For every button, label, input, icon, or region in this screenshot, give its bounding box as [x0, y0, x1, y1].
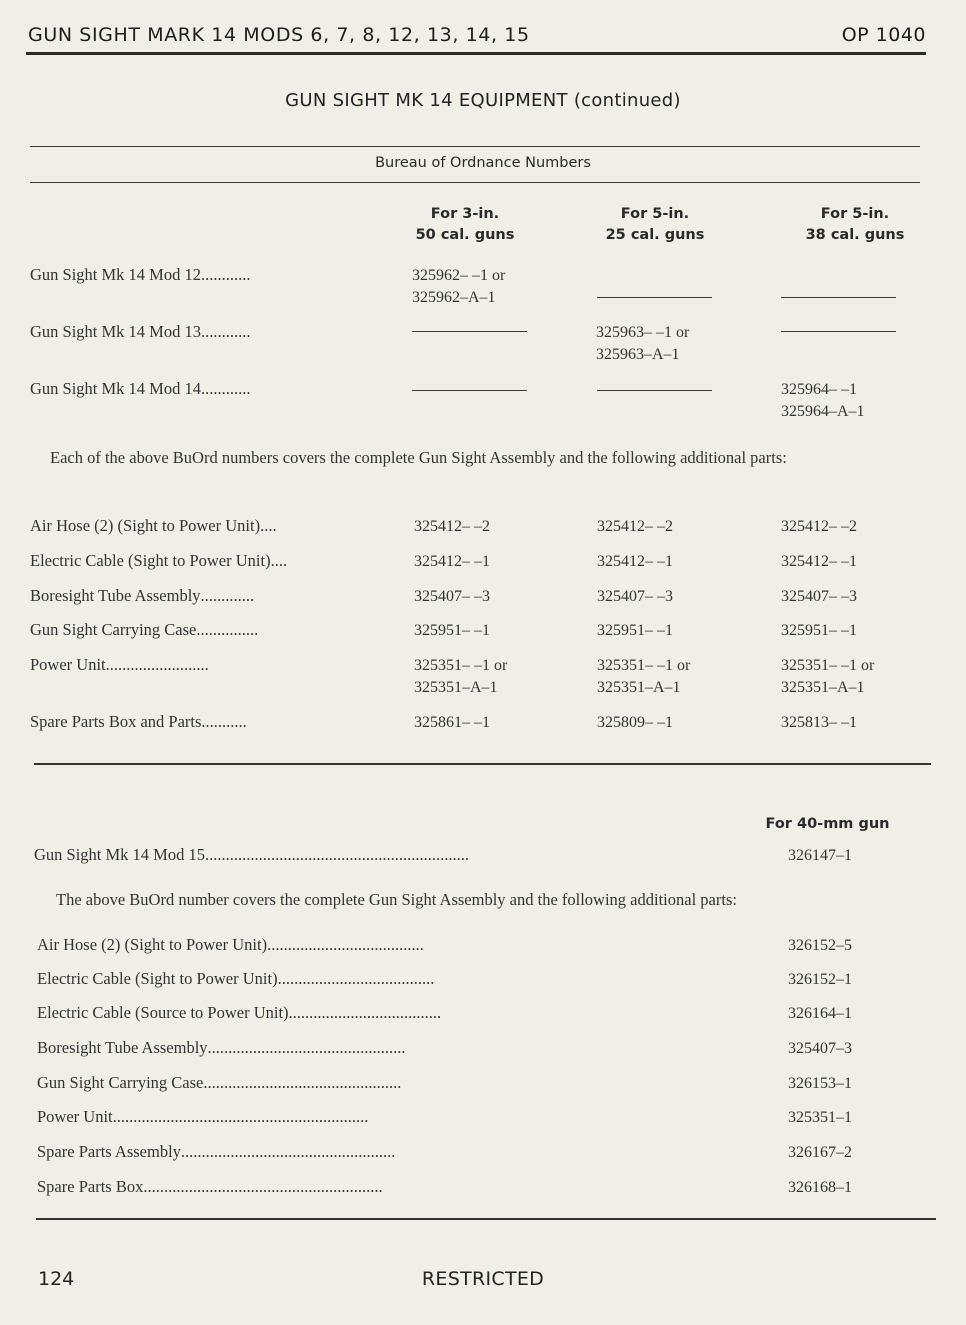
table-row-label: Gun Sight Carrying Case............... — [30, 620, 259, 639]
table-cell: 325412– –1 — [414, 553, 490, 570]
column-header-5in-25: For 5-in. 25 cal. guns — [605, 206, 705, 243]
empty-cell-dash — [412, 390, 527, 391]
table-cell: 325351–1 — [788, 1109, 852, 1126]
column-header-5in-38: For 5-in. 38 cal. guns — [805, 206, 905, 243]
table-row-label: Gun Sight Mk 14 Mod 15................................................................ — [34, 845, 469, 864]
table-row-label: Gun Sight Mk 14 Mod 12............ — [30, 265, 251, 284]
table-row-label: Gun Sight Carrying Case................................................ — [37, 1073, 402, 1092]
empty-cell-dash — [597, 297, 712, 298]
table-cell: 326147–1 — [788, 847, 852, 864]
table-cell: 325412– –1 — [781, 553, 857, 570]
table-cell: 325407– –3 — [597, 588, 673, 605]
table-cell: 325412– –2 — [597, 518, 673, 535]
table-cell: 325407– –3 — [414, 588, 490, 605]
table-row-label: Spare Parts Box.......................................................... — [37, 1177, 383, 1196]
table-cell: 325412– –2 — [781, 518, 857, 535]
section-title: GUN SIGHT MK 14 EQUIPMENT (continued) — [285, 90, 681, 111]
table-cell: 325351– –1 or 325351–A–1 — [597, 657, 691, 696]
table-cell: 325407– –3 — [781, 588, 857, 605]
table-cell: 325407–3 — [788, 1040, 852, 1057]
note-paragraph: Each of the above BuOrd numbers covers the complete Gun Sight Assembly and the following additional parts: — [50, 448, 787, 467]
running-header-title: GUN SIGHT MARK 14 MODS 6, 7, 8, 12, 13, 14, 15 — [28, 24, 530, 46]
table-cell: 325351– –1 or 325351–A–1 — [781, 657, 875, 696]
running-header-doc-code: OP 1040 — [841, 24, 926, 46]
table-row-label: Electric Cable (Source to Power Unit)..................................... — [37, 1003, 442, 1022]
page-number: 124 — [38, 1268, 75, 1290]
classification-marking: RESTRICTED — [421, 1268, 545, 1290]
table-row-label: Air Hose (2) (Sight to Power Unit).... — [30, 516, 277, 535]
table-row-label: Spare Parts Box and Parts........... — [30, 712, 247, 731]
table-cell: 326168–1 — [788, 1179, 852, 1196]
table-heading: Bureau of Ordnance Numbers — [375, 155, 591, 171]
table-cell: 325412– –2 — [414, 518, 490, 535]
empty-cell-dash — [597, 390, 712, 391]
table-row-label: Gun Sight Mk 14 Mod 13............ — [30, 322, 251, 341]
empty-cell-dash — [781, 331, 896, 332]
table-cell: 326152–1 — [788, 971, 852, 988]
table-top-rule — [30, 146, 920, 147]
table-heading-rule — [30, 182, 920, 183]
table-cell: 325813– –1 — [781, 714, 857, 731]
table-cell: 325963– –1 or 325963–A–1 — [596, 324, 690, 363]
table-cell: 325412– –1 — [597, 553, 673, 570]
table-cell: 325861– –1 — [414, 714, 490, 731]
table-row-label: Air Hose (2) (Sight to Power Unit)...................................... — [37, 935, 424, 954]
empty-cell-dash — [412, 331, 527, 332]
table-row-label: Spare Parts Assembly.................................................... — [37, 1142, 396, 1161]
table-cell: 325809– –1 — [597, 714, 673, 731]
header-rule — [26, 52, 926, 55]
table-cell: 325951– –1 — [781, 622, 857, 639]
table-row-label: Gun Sight Mk 14 Mod 14............ — [30, 379, 251, 398]
table-cell: 326167–2 — [788, 1144, 852, 1161]
table-cell: 325951– –1 — [414, 622, 490, 639]
bottom-rule — [36, 1218, 936, 1220]
column-header-3in: For 3-in. 50 cal. guns — [415, 206, 515, 243]
table-cell: 326152–5 — [788, 937, 852, 954]
table-row-label: Boresight Tube Assembly............. — [30, 586, 255, 605]
table-cell: 326153–1 — [788, 1075, 852, 1092]
table-row-label: Boresight Tube Assembly................................................ — [37, 1038, 406, 1057]
empty-cell-dash — [781, 297, 896, 298]
table-cell: 326164–1 — [788, 1005, 852, 1022]
table-cell: 325951– –1 — [597, 622, 673, 639]
note-paragraph: The above BuOrd number covers the complete Gun Sight Assembly and the following additional parts: — [56, 890, 737, 909]
table-cell: 325962– –1 or 325962–A–1 — [412, 267, 506, 306]
section-divider — [34, 763, 931, 765]
table-row-label: Electric Cable (Sight to Power Unit).... — [30, 551, 288, 570]
table-row-label: Power Unit......................... — [30, 655, 209, 674]
table-cell: 325351– –1 or 325351–A–1 — [414, 657, 508, 696]
table-cell: 325964– –1 325964–A–1 — [781, 381, 865, 420]
column-header-40mm: For 40-mm gun — [765, 816, 890, 832]
table-row-label: Electric Cable (Sight to Power Unit)...................................... — [37, 969, 435, 988]
table-row-label: Power Unit.............................................................. — [37, 1107, 369, 1126]
